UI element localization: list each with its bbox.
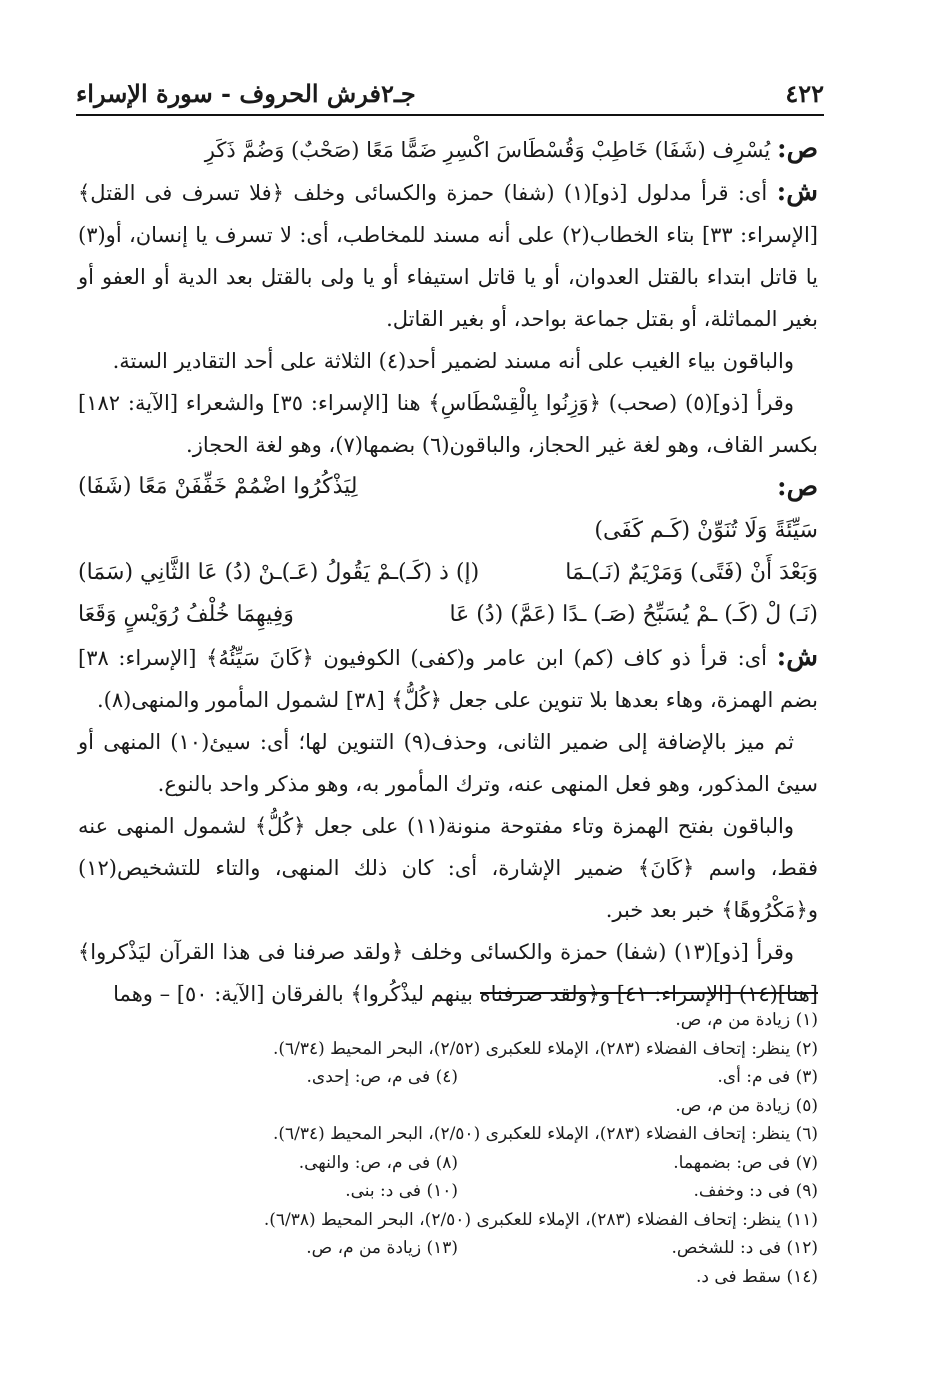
verse-text: يُسْرِف (شَفَا) خَاطِبْ وَقُسْطَاسَ اكْسِرِ ضَمًّا مَعًا (صَحْبٌ) وَضُمَّ ذَكَرِ	[204, 138, 771, 162]
footnote-text: (١٤) سقط فى د.	[695, 1266, 818, 1287]
paragraph: وقرأ [ذو](٥) (صحب) ﴿وَزِنُوا بِالْقِسْطَاسِ﴾ هنا [الإسراء: ٣٥] والشعراء [الآية: ١٨٢] بكسر القاف، وهو لغة غير الحجاز، والباقون(٦) بضمها(٧)، وهو لغة الحجاز.	[78, 391, 818, 457]
hemistich-text: سَيِّئَةً وَلَا تُنَوِّنْ (كَـم كَفَى)	[594, 518, 818, 543]
footnote-text: (٢) ينظر: إتحاف الفضلاء (٢٨٣)، الإملاء للعكبرى (٢/٥٢)، البحر المحيط (٦/٣٤).	[272, 1038, 818, 1059]
page-number: ٤٢٢	[785, 79, 824, 108]
footnote-divider	[480, 992, 818, 994]
paragraph: والباقون بفتح الهمزة وتاء مفتوحة منونة(١١) على جعل ﴿كُلُّ﴾ لشمول المنهى عنه فقط، واسم ﴿كَانَ﴾ ضمير الإشارة، أى: كان ذلك المنهى، والتاء للتشخيص(١٢) و﴿مَكْرُوهًا﴾ خبر بعد خبر.	[78, 814, 818, 922]
footnote-text: (٧) فى ص: بضمهما.	[673, 1152, 818, 1173]
running-header	[76, 74, 824, 116]
footnote-text: (١) زيادة من م، ص.	[675, 1010, 818, 1030]
paragraph: والباقون بياء الغيب على أنه مسند لضمير أحد(٤) الثلاثة على أحد التقادير الستة.	[112, 349, 794, 373]
footnote	[140, 1035, 818, 1064]
main-text	[78, 128, 818, 1015]
chapter-title: فرش الحروف - سورة الإسراء	[76, 79, 381, 108]
footnote	[140, 1092, 818, 1121]
hemistich: وَفِيهِمَا خُلْفُ رُوَيْسٍ وَقَعَا	[78, 602, 294, 627]
footnote-text: (٨) فى م، ص: والنهى.	[298, 1152, 458, 1173]
commentary-label: ش:	[776, 642, 818, 672]
footnote	[140, 1063, 818, 1092]
footnote-text: (٣) فى م: أى.	[717, 1067, 818, 1087]
hemistich: لِيَذْكُرُوا اضْمُمْ خَفِّفَنْ مَعًا (شَفَا)	[78, 474, 358, 499]
footnotes	[140, 1006, 818, 1291]
hemistich: (إ) ذ (كَـ)ـمْ يَقُولُ (عَـ)ـنْ (دُ) عَا الثَّانِي (سَمَا)	[78, 560, 480, 585]
footnote-text: (١٢) فى د: للشخص.	[671, 1238, 818, 1258]
commentary-block-2	[78, 636, 818, 721]
footnote	[140, 1006, 818, 1035]
volume-label: جـ٢	[381, 79, 416, 108]
verse-line	[78, 552, 818, 594]
hemistich	[594, 466, 818, 552]
hemistich: وَبَعْدَ أَنْ (فَتًى) وَمَرْيَمٌ (نَـ)ـمَا	[565, 560, 818, 585]
footnote-text: (٥) زيادة من م، ص.	[675, 1095, 818, 1116]
commentary-text: أى: قرأ ذو كاف (كم) ابن عامر و(كفى) الكوفيون ﴿كَانَ سَيِّئُهُ﴾ [الإسراء: ٣٨] بضم الهمزة، وهاء بعدها بلا تنوين على جعل ﴿كُلُّ﴾ [٣٨] لشمول المأمور والمنهى(٨).	[78, 646, 818, 712]
footnote-text: (٩) فى د: وخفف.	[693, 1181, 818, 1201]
footnote	[140, 1149, 818, 1178]
verse-line	[78, 594, 818, 636]
footnote	[140, 1177, 818, 1206]
commentary-text: أى: قرأ مدلول [ذو](١) (شفا) حمزة والكسائى وخلف ﴿فلا تسرف فى القتل﴾ [الإسراء: ٣٣] بتاء الخطاب(٢) على أنه مسند للمخاطب، أى: لا تسرف يا إنسان، أو(٣) يا قاتل ابتداء بالقتل العدوان، أو يا قاتل استيفاء أو يا ولى بالقتل بعد الدية أو العفو أو بغير المماثلة، أو بقتل جماعة بواحد، أو بغير القاتل.	[78, 181, 818, 331]
footnote	[140, 1120, 818, 1149]
footnote-text: (١٠) فى د: بنى.	[345, 1181, 458, 1201]
verse-line	[78, 466, 818, 552]
footnote-text: (٦) ينظر: إتحاف الفضلاء (٢٨٣)، الإملاء للعكبرى (٢/٥٠)، البحر المحيط (٦/٣٤).	[272, 1124, 818, 1144]
paragraph: ثم ميز بالإضافة إلى ضمير الثانى، وحذف(٩) التنوين لها؛ أى: سيئ(١٠) المنهى أو سيئ المذكور، وهو فعل المنهى عنه، وترك المأمور به، وهو مذكر واحد بالنوع.	[78, 730, 818, 796]
verse-block-2	[78, 466, 818, 636]
footnote-text: (٤) فى م، ص: إحدى.	[306, 1067, 458, 1087]
hemistich: (نَـ) لْ (كَـ) ـمْ يُسَبِّحُ (صَـ) ـدًا (عَمَّ) (دُ) عَا	[449, 602, 818, 627]
footnote-text: (١٣) زيادة من م، ص.	[306, 1238, 458, 1258]
verse-label: ص:	[776, 134, 818, 164]
paragraph: وقرأ [ذو](١٣) (شفا) حمزة والكسائى وخلف ﴿ولقد صرفنا فى هذا القرآن ليَذْكروا﴾ [هنا](١٤) [الإسراء: ٤١] و﴿ولقد صرفناه بينهم ليذْكُروا﴾ بالفرقان [الآية: ٥٠] – وهما	[78, 940, 818, 1006]
verse-block-1	[78, 128, 818, 171]
commentary-label: ش:	[776, 177, 818, 207]
footnote	[140, 1234, 818, 1263]
footnote	[140, 1206, 818, 1235]
footnote	[140, 1263, 818, 1292]
footnote-text: (١١) ينظر: إتحاف الفضلاء (٢٨٣)، الإملاء للعكبرى (٢/٥٠)، البحر المحيط (٦/٣٨).	[263, 1209, 818, 1230]
commentary-block-1	[78, 171, 818, 340]
verse-label: ص:	[776, 472, 818, 502]
